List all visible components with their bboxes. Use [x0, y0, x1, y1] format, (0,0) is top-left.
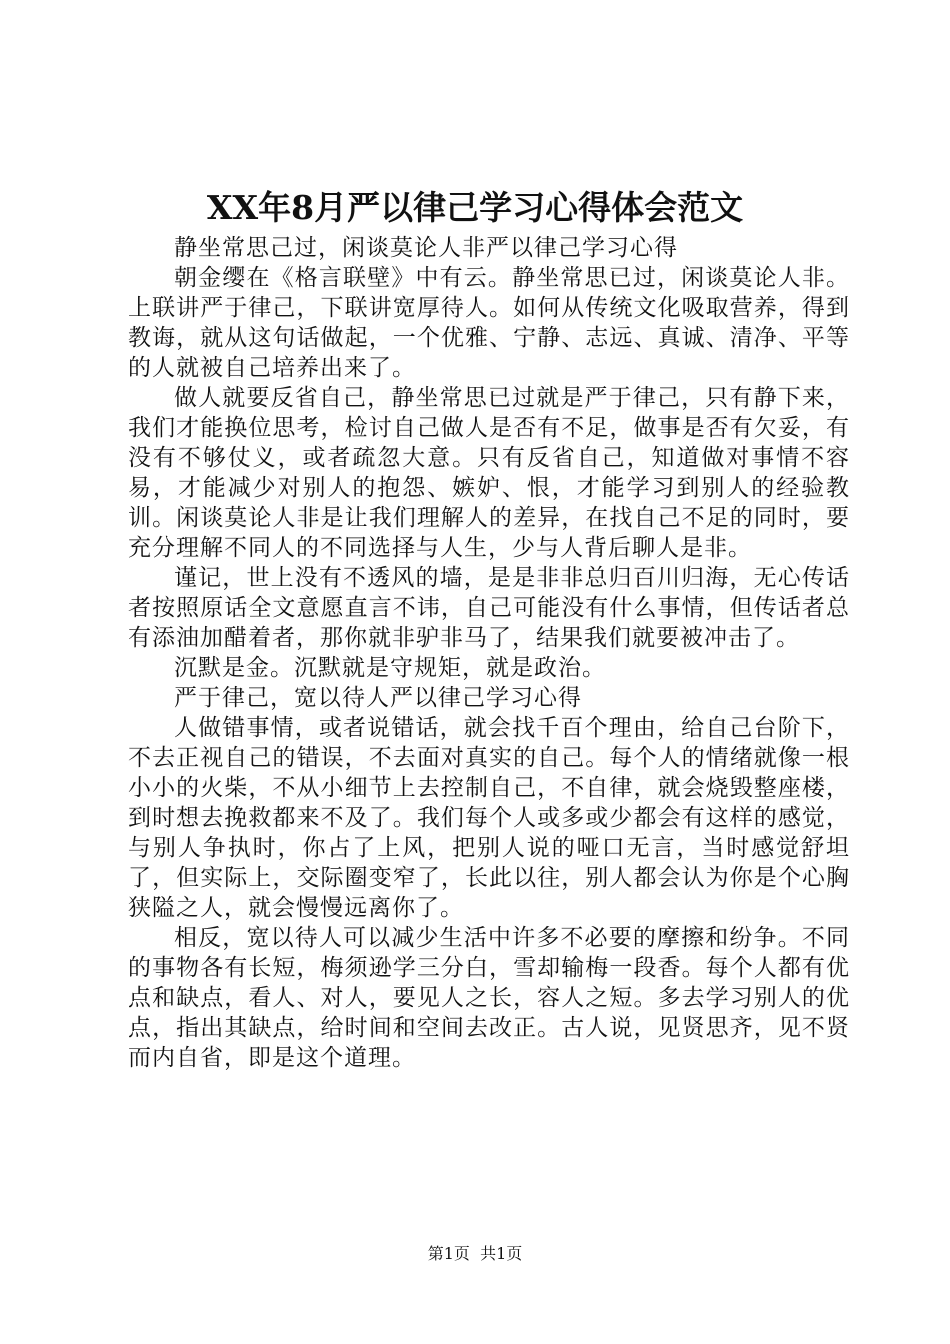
- paragraph: 做人就要反省自己，静坐常思已过就是严于律己，只有静下来，我们才能换位思考，检讨自己做人是否有不足，做事是否有欠妥，有没有不够仗义，或者疏忽大意。只有反省自己，知道做对事情不容易，才能减少对别人的抱怨、嫉妒、恨，才能学习到别人的经验教训。闲谈莫论人非是让我们理解人的差异，在找自己不足的同时，要充分理解不同人的不同选择与人生，少与人背后聊人是非。: [128, 385, 850, 561]
- paragraph: 谨记，世上没有不透风的墙，是是非非总归百川归海，无心传话者按照原话全文意愿直言不讳，自己可能没有什么事情，但传话者总有添油加醋着者，那你就非驴非马了，结果我们就要被冲击了。: [128, 565, 850, 651]
- paragraph-subtitle-1: 静坐常思己过，闲谈莫论人非严以律己学习心得: [174, 235, 678, 261]
- document-title: XX年8月严以律己学习心得体会范文: [206, 188, 744, 227]
- paragraph: 沉默是金。沉默就是守规矩，就是政治。: [174, 655, 606, 681]
- document-body: [128, 233, 850, 1073]
- paragraph: 朝金缨在《格言联壁》中有云。静坐常思已过，闲谈莫论人非。上联讲严于律己，下联讲宽厚待人。如何从传统文化吸取营养，得到教诲，就从这句话做起，一个优雅、宁静、志远、真诚、清净、平等的人就被自己培养出来了。: [128, 265, 850, 381]
- paragraph: 相反，宽以待人可以减少生活中许多不必要的摩擦和纷争。不同的事物各有长短，梅须逊学三分白，雪却输梅一段香。每个人都有优点和缺点，看人、对人，要见人之长，容人之短。多去学习别人的优点，指出其缺点，给时间和空间去改正。古人说，见贤思齐，见不贤而内自省，即是这个道理。: [128, 925, 850, 1071]
- page-footer: [0, 1242, 950, 1266]
- page-number: 第1页: [427, 1244, 470, 1263]
- footer-spacer: [470, 1244, 480, 1263]
- paragraph: 人做错事情，或者说错话，就会找千百个理由，给自己台阶下，不去正视自己的错误，不去面对真实的自己。每个人的情绪就像一根小小的火柴，不从小细节上去控制自己，不自律，就会烧毁整座楼，到时想去挽救都来不及了。我们每个人或多或少都会有这样的感觉，与别人争执时，你占了上风，把别人说的哑口无言，当时感觉舒坦了，但实际上，交际圈变窄了，长此以往，别人都会认为你是个心胸狭隘之人，就会慢慢远离你了。: [128, 715, 850, 921]
- page-total: 共1页: [480, 1244, 523, 1263]
- paragraph-subtitle-2: 严于律己，宽以待人严以律己学习心得: [174, 685, 582, 711]
